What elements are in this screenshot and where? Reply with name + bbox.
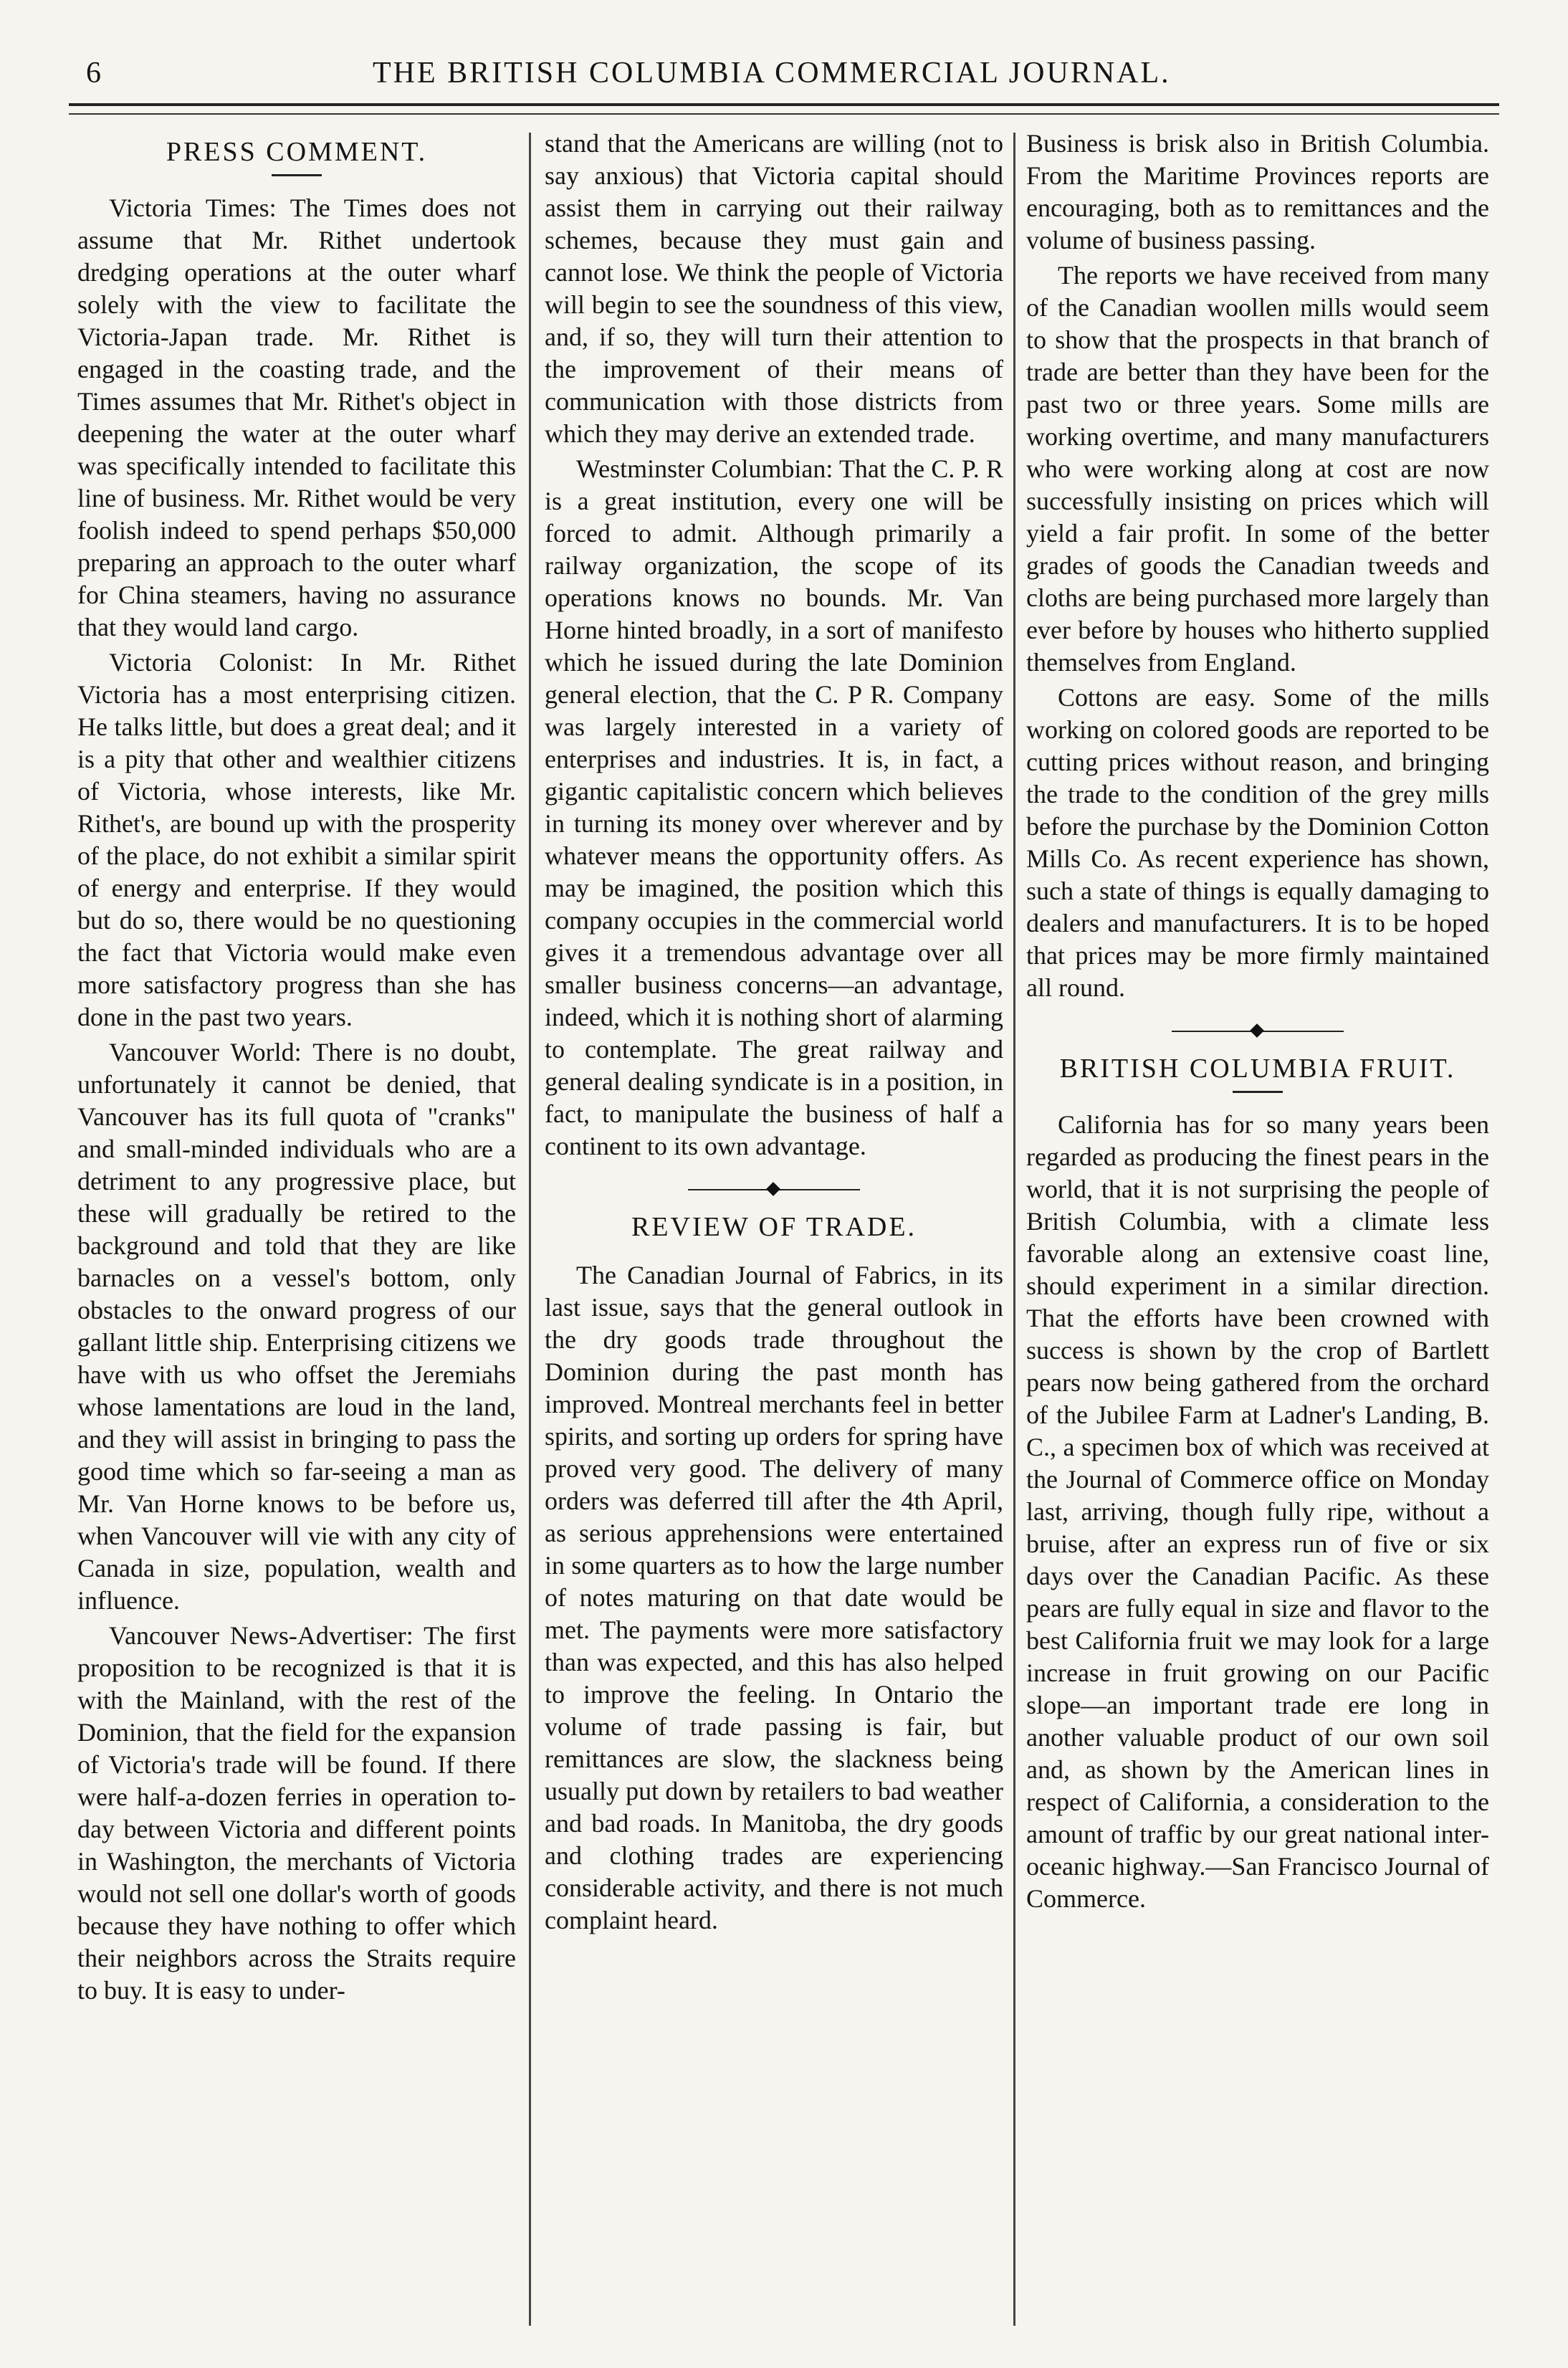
column-left: [77, 128, 516, 2335]
article-paragraph: Victoria Colonist: In Mr. Rithet Victoria has a most enterprising citizen. He talks little, but does a great deal; and it is a pity that other and wealthier citizens of Victoria, whose interests, like Mr. Rithet's, are bound up with the prosperity of the place, do not exhibit a similar spirit of energy and enterprise. If they would but do so, there would be no questioning the fact that Victoria would make even more satisfactory progress than she has done in the past two years.: [77, 648, 516, 1031]
press-comment-heading: PRESS COMMENT.: [166, 137, 428, 167]
section-divider: [1172, 1024, 1344, 1039]
review-of-trade-heading: REVIEW OF TRADE.: [631, 1212, 917, 1242]
article-paragraph: The Canadian Journal of Fabrics, in its last issue, says that the general outlook in the dry goods trade throughout the Dominion during the past month has improved. Montreal merchants feel in better spirits, and sorting up orders for spring have proved very good. The delivery of many orders was deferred till after the 4th April, as serious apprehensions were entertained in some quarters as to how the large number of notes maturing on that date would be met. The payments were more satisfactory than was expected, and this has also helped to improve the feeling. In Ontario the volume of trade passing is fair, but remittances are slow, the slackness being usually put down by retailers to bad weather and bad roads. In Manitoba, the dry goods and clothing trades are experiencing considerable activity, and there is not much complaint heard.: [545, 1261, 1003, 1934]
article-paragraph: Business is brisk also in British Columbia. From the Maritime Provinces reports are encouraging, both as to remittances and the volume of business passing.: [1026, 129, 1489, 254]
bc-fruit-heading: BRITISH COLUMBIA FRUIT.: [1059, 1054, 1456, 1084]
article-paragraph: Victoria Times: The Times does not assume that Mr. Rithet undertook dredging operations at the outer wharf solely with the view to facilitate the Victoria-Japan trade. Mr. Rithet is engaged in the coasting trade, and the Times assumes that Mr. Rithet's object in deepening the water at the outer wharf was specifically intended to facilitate this line of business. Mr. Rithet would be very foolish indeed to spend perhaps $50,000 preparing an approach to the outer wharf for China steamers, having no assurance that they would land cargo.: [77, 194, 516, 641]
article-paragraph: Cottons are easy. Some of the mills working on colored goods are reported to be cutting prices without reason, and bringing the trade to the condition of the grey mills before the purchase by the Dominion Cotton Mills Co. As recent experience has shown, such a state of things is equally damaging to dealers and manufacturers. It is to be hoped that prices may be more firmly maintained all round.: [1026, 683, 1489, 1002]
heading-rule: [1233, 1091, 1283, 1093]
section-divider: [688, 1183, 860, 1197]
heading-rule: [272, 174, 322, 176]
article-paragraph: Vancouver World: There is no doubt, unfortunately it cannot be denied, that Vancouver has its full quota of "cranks" and small-minded individuals who are a detriment to any progressive place, but these will gradually be retired to the background and told that they are like barnacles on a vessel's bottom, only obstacles to the onward progress of our gallant little ship. Enterprising citizens we have with us who offset the Jeremiahs whose lamentations are loud in the land, and they will assist in bringing to pass the good time which so far-seeing a man as Mr. Van Horne knows to be before us, when Vancouver will vie with any city of Canada in size, population, wealth and influence.: [77, 1038, 516, 1615]
article-paragraph: stand that the Americans are willing (not to say anxious) that Victoria capital should assist them in carrying out their railway schemes, because they must gain and cannot lose. We think the people of Victoria will begin to see the soundness of this view, and, if so, they will turn their attention to the improvement of their means of communication with those districts from which they may derive an extended trade.: [545, 129, 1003, 448]
column-right: [1026, 128, 1489, 2335]
article-paragraph: Vancouver News-Advertiser: The first proposition to be recognized is that it is with the Mainland, with the rest of the Dominion, that the field for the expansion of Victoria's trade will be found. If there were half-a-dozen ferries in operation to-day between Victoria and different points in Washington, the merchants of Victoria would not sell one dollar's worth of goods because they have nothing to offer which their neighbors across the Straits require to buy. It is easy to under-: [77, 1621, 516, 2005]
column-middle: [545, 128, 1003, 2335]
header-rule-thin: [69, 113, 1499, 115]
column-divider: [1013, 133, 1015, 2326]
article-paragraph: The reports we have received from many of the Canadian woollen mills would seem to show that the prospects in that branch of trade are better than they have been for the past two or three years. Some mills are working overtime, and many manufacturers who were working along at cost are now successfully insisting on prices which will yield a fair profit. In some of the better grades of goods the Canadian tweeds and cloths are being purchased more largely than ever before by houses who hitherto supplied themselves from England.: [1026, 261, 1489, 677]
journal-title: THE BRITISH COLUMBIA COMMERCIAL JOURNAL.: [373, 57, 1171, 90]
column-divider: [529, 133, 531, 2326]
page-number: 6: [86, 57, 102, 90]
article-paragraph: California has for so many years been regarded as producing the finest pears in the world, that it is not surprising the people of British Columbia, with a climate less favorable along an extensive coast line, should experiment in a similar direction. That the efforts have been crowned with success is shown by the crop of Bartlett pears now being gathered from the orchard of the Jubilee Farm at Ladner's Landing, B. C., a specimen box of which was received at the Journal of Commerce office on Monday last, arriving, though fully ripe, without a bruise, after an express run of five or six days over the Canadian Pacific. As these pears are fully equal in size and flavor to the best California fruit we may look for a large increase in fruit growing on our Pacific slope—an important trade ere long in another valuable product of our own soil and, as shown by the American lines in respect of California, a consideration to the amount of traffic by our great national inter-oceanic highway.—San Francisco Journal of Commerce.: [1026, 1110, 1489, 1913]
article-paragraph: Westminster Columbian: That the C. P. R is a great institution, every one will be forced to admit. Although primarily a railway organization, the scope of its operations knows no bounds. Mr. Van Horne hinted broadly, in a sort of manifesto which he issued during the late Dominion general election, that the C. P R. Company was largely interested in a variety of enterprises and industries. It is, in fact, a gigantic capitalistic concern which believes in turning its money over wherever and by whatever means the opportunity offers. As may be imagined, the position which this company occupies in the commercial world gives it a tremendous advantage over all smaller business concerns—an advantage, indeed, which it is nothing short of alarming to contemplate. The great railway and general dealing syndicate is in a position, in fact, to manipulate the business of half a continent to its own advantage.: [545, 454, 1003, 1160]
header-rule: [69, 103, 1499, 106]
